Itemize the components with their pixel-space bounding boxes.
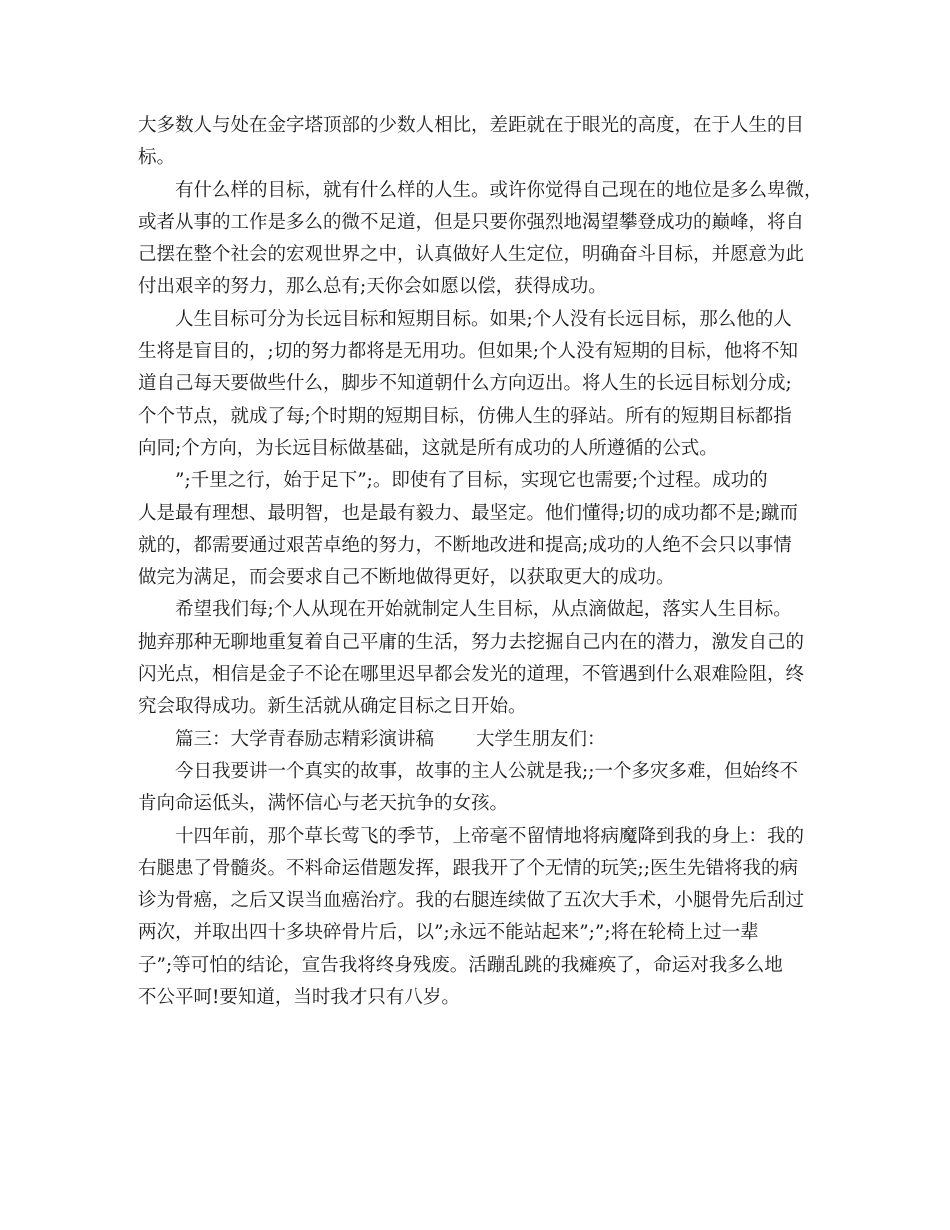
paragraph-line: 标。 xyxy=(138,147,176,169)
paragraph-line: 己摆在整个社会的宏观世界之中，认真做好人生定位，明确奋斗目标，并愿意为此 xyxy=(138,244,805,266)
paragraph-line: 人是最有理想、最明智，也是最有毅力、最坚定。他们懂得;切的成功都不是;蹴而 xyxy=(138,502,798,524)
paragraph-line: 抛弃那种无聊地重复着自己平庸的生活，努力去挖掘自己内在的潜力，激发自己的 xyxy=(138,631,805,653)
paragraph-line: 个个节点，就成了每;个时期的短期目标，仿佛人生的驿站。所有的短期目标都指 xyxy=(138,405,792,427)
paragraph-line: 今日我要讲一个真实的故事，故事的主人公就是我;;一个多灾多难，但始终不 xyxy=(175,760,798,782)
paragraph-line: 子”;等可怕的结论，宣告我将终身残废。活蹦乱跳的我瘫痪了，命运对我多么地 xyxy=(138,954,783,976)
paragraph-line: 大多数人与处在金字塔顶部的少数人相比，差距就在于眼光的高度，在于人生的目 xyxy=(138,115,805,136)
section-title: 篇三：大学青春励志精彩演讲稿 xyxy=(175,728,435,750)
paragraph-line: 做完为满足，而会要求自己不断地做得更好，以获取更大的成功。 xyxy=(138,567,675,589)
paragraph-line: 两次，并取出四十多块碎骨片后，以”;永远不能站起来”;”;将在轮椅上过一辈 xyxy=(138,922,759,944)
paragraph-line: 十四年前，那个草长莺飞的季节，上帝毫不留情地将病魔降到我的身上：我的 xyxy=(175,825,805,847)
text-block-1 xyxy=(138,110,823,724)
text-block-2 xyxy=(138,756,814,1014)
paragraph-line: 不公平呵!要知道，当时我才只有八岁。 xyxy=(138,987,460,1009)
paragraph-line: 闪光点，相信是金子不论在哪里迟早都会发光的道理，不管遇到什么艰难险阻，终 xyxy=(138,664,805,686)
document-body xyxy=(138,110,823,1014)
paragraph-line: 有什么样的目标，就有什么样的人生。或许你觉得自己现在的地位是多么卑微， xyxy=(175,179,823,201)
paragraph-line: 诊为骨癌，之后又误当血癌治疗。我的右腿连续做了五次大手术，小腿骨先后刮过 xyxy=(138,890,805,912)
paragraph-line: 希望我们每;个人从现在开始就制定人生目标，从点滴做起，落实人生目标。 xyxy=(175,599,792,621)
section-heading xyxy=(138,724,814,756)
paragraph-line: 就的，都需要通过艰苦卓绝的努力，不断地改进和提高;成功的人绝不会只以事情 xyxy=(138,534,792,556)
paragraph-line: 道自己每天要做些什么，脚步不知道朝什么方向迈出。将人生的长远目标划分成; xyxy=(138,373,792,395)
paragraph-line: 人生目标可分为长远目标和短期目标。如果;个人没有长远目标，那么他的人 xyxy=(175,308,792,330)
paragraph-line: 向同;个方向，为长远目标做基础，这就是所有成功的人所遵循的公式。 xyxy=(138,437,718,459)
paragraph-line: 生将是盲目的，;切的努力都将是无用功。但如果;个人没有短期的目标，他将不知 xyxy=(138,341,798,363)
paragraph-line: 究会取得成功。新生活就从确定目标之日开始。 xyxy=(138,696,527,718)
salutation: 大学生朋友们： xyxy=(476,728,606,750)
paragraph-line: 肯向命运低头，满怀信心与老天抗争的女孩。 xyxy=(138,793,509,815)
paragraph-line: 付出艰辛的努力，那么总有;天你会如愿以偿，获得成功。 xyxy=(138,276,607,298)
paragraph-line: 或者从事的工作是多么的微不足道，但是只要你强烈地渴望攀登成功的巅峰，将自 xyxy=(138,211,805,233)
paragraph-line: ”;千里之行，始于足下”;。即使有了目标，实现它也需要;个过程。成功的 xyxy=(175,470,768,492)
paragraph-line: 右腿患了骨髓炎。不料命运借题发挥，跟我开了个无情的玩笑;;医生先错将我的病 xyxy=(138,857,798,879)
